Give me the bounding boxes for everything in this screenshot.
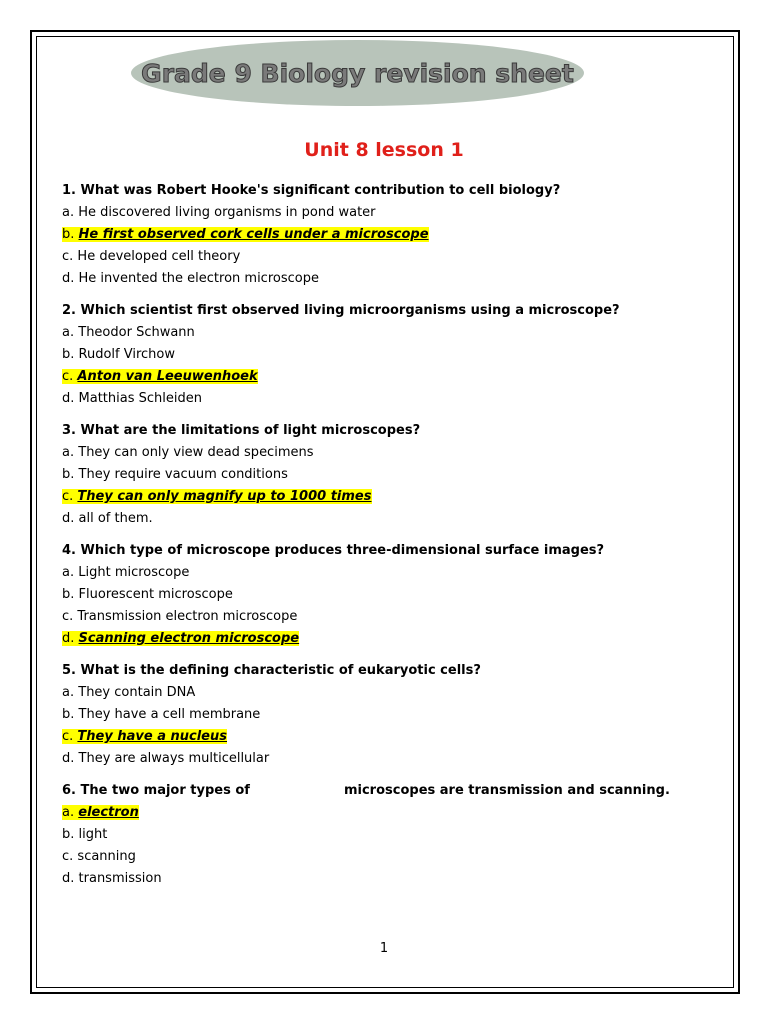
question-text: 3. What are the limitations of light microscopes? <box>62 423 421 438</box>
option-c: c. He developed cell theory <box>62 249 241 264</box>
question-1 <box>62 180 560 290</box>
option-b-correct: b. He first observed cork cells under a microscope <box>62 227 429 242</box>
question-text: 5. What is the defining characteristic of eukaryotic cells? <box>62 663 481 678</box>
question-3 <box>62 420 420 530</box>
question-text-after-blank: microscopes are transmission and scanning. <box>343 783 670 798</box>
page-number: 1 <box>379 941 389 956</box>
option-c-correct: c. They have a nucleus <box>62 729 227 744</box>
question-text-before-blank: 6. The two major types of <box>62 783 250 798</box>
option-d-correct: d. Scanning electron microscope <box>62 631 300 646</box>
option-c-correct: c. Anton van Leeuwenhoek <box>62 369 258 384</box>
option-d: d. Matthias Schleiden <box>62 391 202 406</box>
question-2 <box>62 300 620 410</box>
option-d: d. transmission <box>62 871 162 886</box>
option-d: d. all of them. <box>62 511 153 526</box>
option-b: b. Fluorescent microscope <box>62 587 233 602</box>
option-a: a. He discovered living organisms in pond water <box>62 205 376 220</box>
unit-heading: Unit 8 lesson 1 <box>304 139 464 161</box>
option-b: b. They have a cell membrane <box>62 707 261 722</box>
option-d: d. They are always multicellular <box>62 751 270 766</box>
option-a: a. They can only view dead specimens <box>62 445 314 460</box>
question-4 <box>62 540 604 650</box>
question-text: 1. What was Robert Hooke's significant contribution to cell biology? <box>62 183 561 198</box>
option-a: a. They contain DNA <box>62 685 196 700</box>
option-c: c. Transmission electron microscope <box>62 609 298 624</box>
page-title: Grade 9 Biology revision sheet <box>141 58 574 88</box>
question-6 <box>62 780 670 890</box>
option-d: d. He invented the electron microscope <box>62 271 319 286</box>
option-b: b. They require vacuum conditions <box>62 467 288 482</box>
option-c: c. scanning <box>62 849 136 864</box>
option-b: b. light <box>62 827 108 842</box>
option-a: a. Theodor Schwann <box>62 325 195 340</box>
question-5 <box>62 660 481 770</box>
question-text: 2. Which scientist first observed living microorganisms using a microscope? <box>62 303 620 318</box>
question-text <box>62 780 670 802</box>
question-text: 4. Which type of microscope produces three-dimensional surface images? <box>62 543 605 558</box>
option-a: a. Light microscope <box>62 565 190 580</box>
title-banner <box>131 40 584 106</box>
option-a-correct: a. electron <box>62 805 139 820</box>
option-b: b. Rudolf Virchow <box>62 347 175 362</box>
option-c-correct: c. They can only magnify up to 1000 times <box>62 489 372 504</box>
